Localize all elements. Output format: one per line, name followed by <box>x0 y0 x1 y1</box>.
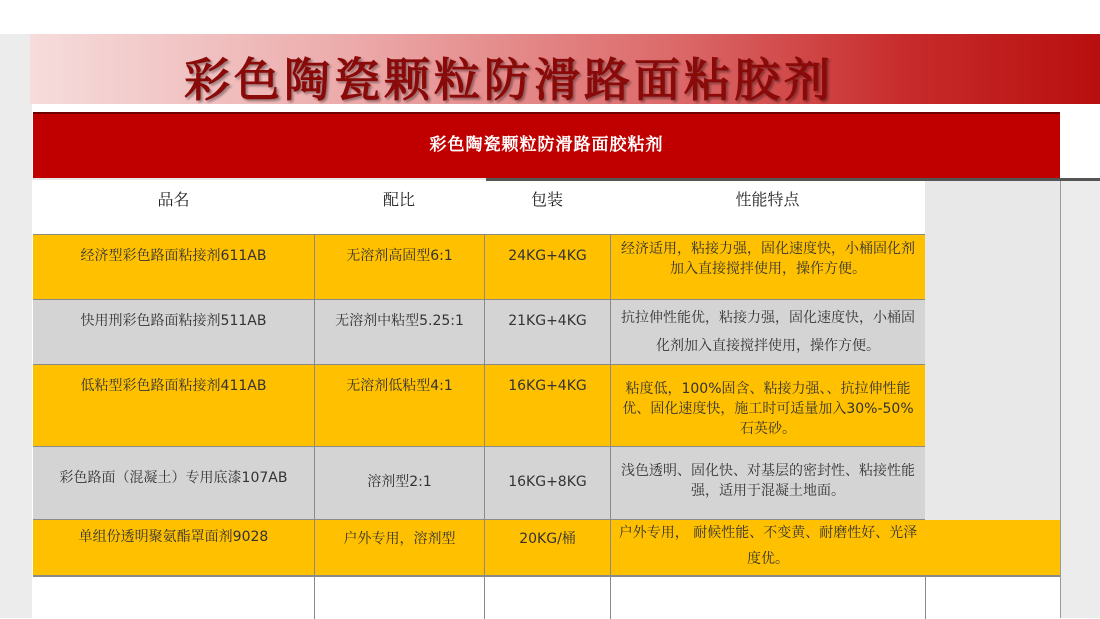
product-name-cell <box>33 520 314 575</box>
ratio-cell <box>314 365 484 446</box>
features: 粘度低，100%固含、粘接力强、、抗拉伸性能优、固化速度快，施工时可适量加入30%-50%石英砂。 <box>622 381 914 437</box>
package-cell <box>484 235 610 299</box>
package: 24KG+4KG <box>508 248 587 264</box>
package-cell <box>484 300 610 364</box>
package-cell <box>484 520 610 575</box>
product-name-cell <box>33 300 314 364</box>
package-cell <box>484 447 610 519</box>
column-divider <box>314 577 315 619</box>
ratio: 溶剂型2:1 <box>367 474 432 490</box>
product-name-cell <box>33 447 314 519</box>
product-name-cell <box>33 235 314 299</box>
package: 16KG+4KG <box>508 378 587 394</box>
header-divider-line <box>486 178 1100 181</box>
column-header-ratio: 配比 <box>382 190 415 209</box>
features: 浅色透明、固化快、对基层的密封性、粘接性能强，适用于混凝土地面。 <box>621 463 915 499</box>
features-cell <box>610 520 925 575</box>
table-row <box>33 520 1060 576</box>
column-divider <box>484 577 485 619</box>
package-cell <box>484 365 610 446</box>
ratio-cell <box>314 235 484 299</box>
package: 21KG+4KG <box>508 313 587 329</box>
column-divider <box>610 577 611 619</box>
features: 户外专用， 耐候性能、不变黄、耐磨性好、光泽度优。 <box>618 525 918 567</box>
slide-title: 彩色陶瓷颗粒防滑路面粘胶剂 <box>184 53 834 107</box>
ratio: 户外专用，溶剂型 <box>343 531 456 547</box>
features-cell <box>610 300 925 364</box>
column-divider <box>925 577 926 619</box>
right-edge-divider <box>1060 180 1061 618</box>
product-name: 单组份透明聚氨酯罩面剂9028 <box>78 529 269 545</box>
table-row <box>33 234 925 300</box>
left-edge-panel <box>0 34 32 618</box>
table-row <box>33 447 925 520</box>
product-name: 彩色路面（混凝土）专用底漆107AB <box>59 470 288 486</box>
table-header <box>33 112 1060 178</box>
column-header-features: 性能特点 <box>735 190 800 209</box>
features-cell <box>610 447 925 519</box>
column-header-name: 品名 <box>157 190 190 209</box>
features-cell <box>610 235 925 299</box>
table-row <box>33 365 925 447</box>
features: 经济适用，粘接力强，固化速度快，小桶固化剂加入直接搅拌使用，操作方便。 <box>621 241 915 277</box>
ratio-cell <box>314 447 484 519</box>
package: 20KG/桶 <box>519 531 576 547</box>
package: 16KG+8KG <box>508 474 587 490</box>
ratio-cell <box>314 520 484 575</box>
column-header-package: 包装 <box>530 190 563 209</box>
ratio: 无溶剂中粘型5.25:1 <box>335 313 464 329</box>
table-footer-empty-row <box>33 576 1060 619</box>
top-strip <box>0 0 1100 34</box>
product-name: 经济型彩色路面粘接剂611AB <box>80 248 267 264</box>
ratio: 无溶剂低粘型4:1 <box>346 378 453 394</box>
column-header-row <box>33 180 925 234</box>
product-name: 低粘型彩色路面粘接剂411AB <box>80 378 267 394</box>
features: 抗拉伸性能优，粘接力强，固化速度快，小桶固化剂加入直接搅拌使用，操作方便。 <box>621 310 915 354</box>
table-title: 彩色陶瓷颗粒防滑路面胶粘剂 <box>429 135 664 155</box>
ratio-cell <box>314 300 484 364</box>
product-name: 快用刑彩色路面粘接剂511AB <box>80 313 267 329</box>
product-name-cell <box>33 365 314 446</box>
table-row <box>33 300 925 365</box>
right-edge-panel <box>1060 180 1100 618</box>
ratio: 无溶剂高固型6:1 <box>346 248 453 264</box>
features-cell <box>610 365 925 446</box>
